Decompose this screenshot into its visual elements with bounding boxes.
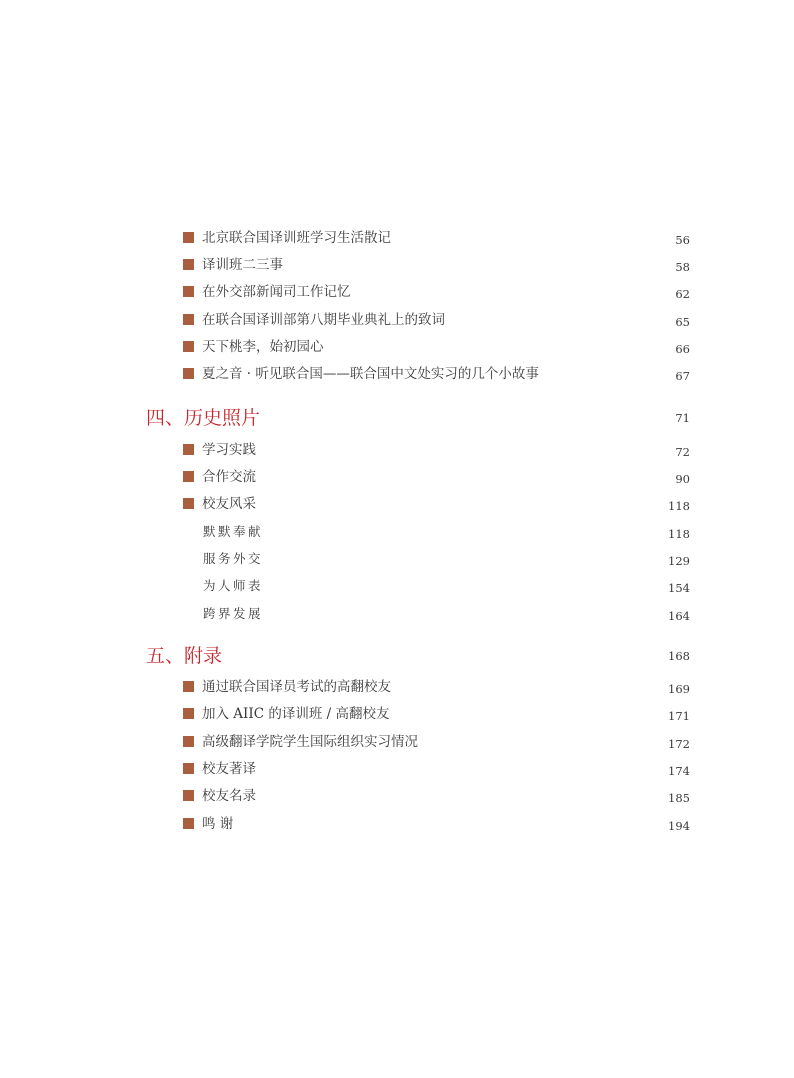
bullet-square-icon [183, 286, 194, 297]
toc-entry-page: 72 [675, 445, 690, 459]
section-page: 168 [668, 649, 690, 663]
toc-entry-title: 学习实践 [202, 442, 256, 458]
toc-subentry[interactable] [0, 549, 794, 569]
toc-entry[interactable] [0, 310, 794, 330]
toc-entry-title: 通过联合国译员考试的高翻校友 [202, 679, 391, 695]
toc-entry-title: 在外交部新闻司工作记忆 [202, 284, 351, 300]
toc-entry-page: 169 [668, 682, 690, 696]
bullet-square-icon [183, 763, 194, 774]
bullet-square-icon [183, 341, 194, 352]
bullet-square-icon [183, 818, 194, 829]
section-title: 五、附录 [146, 645, 223, 667]
toc-entry-title: 鸣 谢 [202, 816, 234, 832]
toc-subentry-title: 默默奉献 [203, 524, 264, 539]
toc-entry-page: 171 [668, 709, 690, 723]
toc-entry[interactable] [0, 467, 794, 487]
toc-entry-title: 校友著译 [202, 761, 256, 777]
section-heading-history-photos[interactable] [0, 405, 794, 431]
toc-entry-page: 65 [675, 315, 690, 329]
bullet-square-icon [183, 681, 194, 692]
toc-entry-page: 174 [668, 764, 690, 778]
bullet-square-icon [183, 708, 194, 719]
toc-subentry-page: 129 [668, 554, 690, 568]
section-heading-appendix[interactable] [0, 643, 794, 669]
toc-entry[interactable] [0, 759, 794, 779]
toc-subentry[interactable] [0, 604, 794, 624]
toc-entry[interactable] [0, 364, 794, 384]
toc-subentry-title: 服务外交 [203, 551, 264, 566]
toc-entry-title: 校友风采 [202, 496, 256, 512]
toc-entry-page: 67 [675, 369, 690, 383]
toc-entry[interactable] [0, 440, 794, 460]
bullet-square-icon [183, 736, 194, 747]
toc-entry[interactable] [0, 255, 794, 275]
toc-entry-title: 合作交流 [202, 469, 256, 485]
toc-entry-page: 185 [668, 791, 690, 805]
toc-entry-title: 天下桃李，始初园心 [202, 339, 324, 355]
toc-entry[interactable] [0, 732, 794, 752]
toc-entry-page: 66 [675, 342, 690, 356]
toc-entry-page: 56 [675, 233, 690, 247]
toc-subentry-page: 118 [668, 527, 690, 541]
toc-entry-page: 90 [675, 472, 690, 486]
toc-subentry-title: 为人师表 [203, 578, 264, 593]
toc-entry-title: 校友名录 [202, 788, 256, 804]
toc-entry[interactable] [0, 228, 794, 248]
toc-subentry[interactable] [0, 522, 794, 542]
toc-entry[interactable] [0, 282, 794, 302]
toc-entry-page: 58 [675, 260, 690, 274]
toc-entry-page: 172 [668, 737, 690, 751]
bullet-square-icon [183, 498, 194, 509]
toc-subentry-page: 154 [668, 581, 690, 595]
bullet-square-icon [183, 471, 194, 482]
section-title: 四、历史照片 [146, 407, 261, 429]
toc-entry-title: 北京联合国译训班学习生活散记 [202, 230, 391, 246]
toc-entry-title: 在联合国译训部第八期毕业典礼上的致词 [202, 312, 445, 328]
toc-entry-title: 高级翻译学院学生国际组织实习情况 [202, 734, 418, 750]
toc-entry-page: 194 [668, 819, 690, 833]
toc-entry-page: 118 [668, 499, 690, 513]
toc-entry[interactable] [0, 337, 794, 357]
toc-entry[interactable] [0, 677, 794, 697]
toc-entry[interactable] [0, 786, 794, 806]
toc-entry-title: 加入 AIIC 的译训班 / 高翻校友 [202, 706, 390, 722]
toc-entry[interactable] [0, 814, 794, 834]
bullet-square-icon [183, 232, 194, 243]
bullet-square-icon [183, 444, 194, 455]
toc-entry-page: 62 [675, 287, 690, 301]
toc-subentry-title: 跨界发展 [203, 606, 264, 621]
bullet-square-icon [183, 790, 194, 801]
bullet-square-icon [183, 314, 194, 325]
toc-entry[interactable] [0, 704, 794, 724]
toc-entry-title: 夏之音 · 听见联合国——联合国中文处实习的几个小故事 [202, 366, 539, 382]
toc-entry-title: 译训班二三事 [202, 257, 283, 273]
bullet-square-icon [183, 259, 194, 270]
toc-subentry[interactable] [0, 576, 794, 596]
section-page: 71 [675, 411, 690, 425]
toc-subentry-page: 164 [668, 609, 690, 623]
toc-entry[interactable] [0, 494, 794, 514]
bullet-square-icon [183, 368, 194, 379]
